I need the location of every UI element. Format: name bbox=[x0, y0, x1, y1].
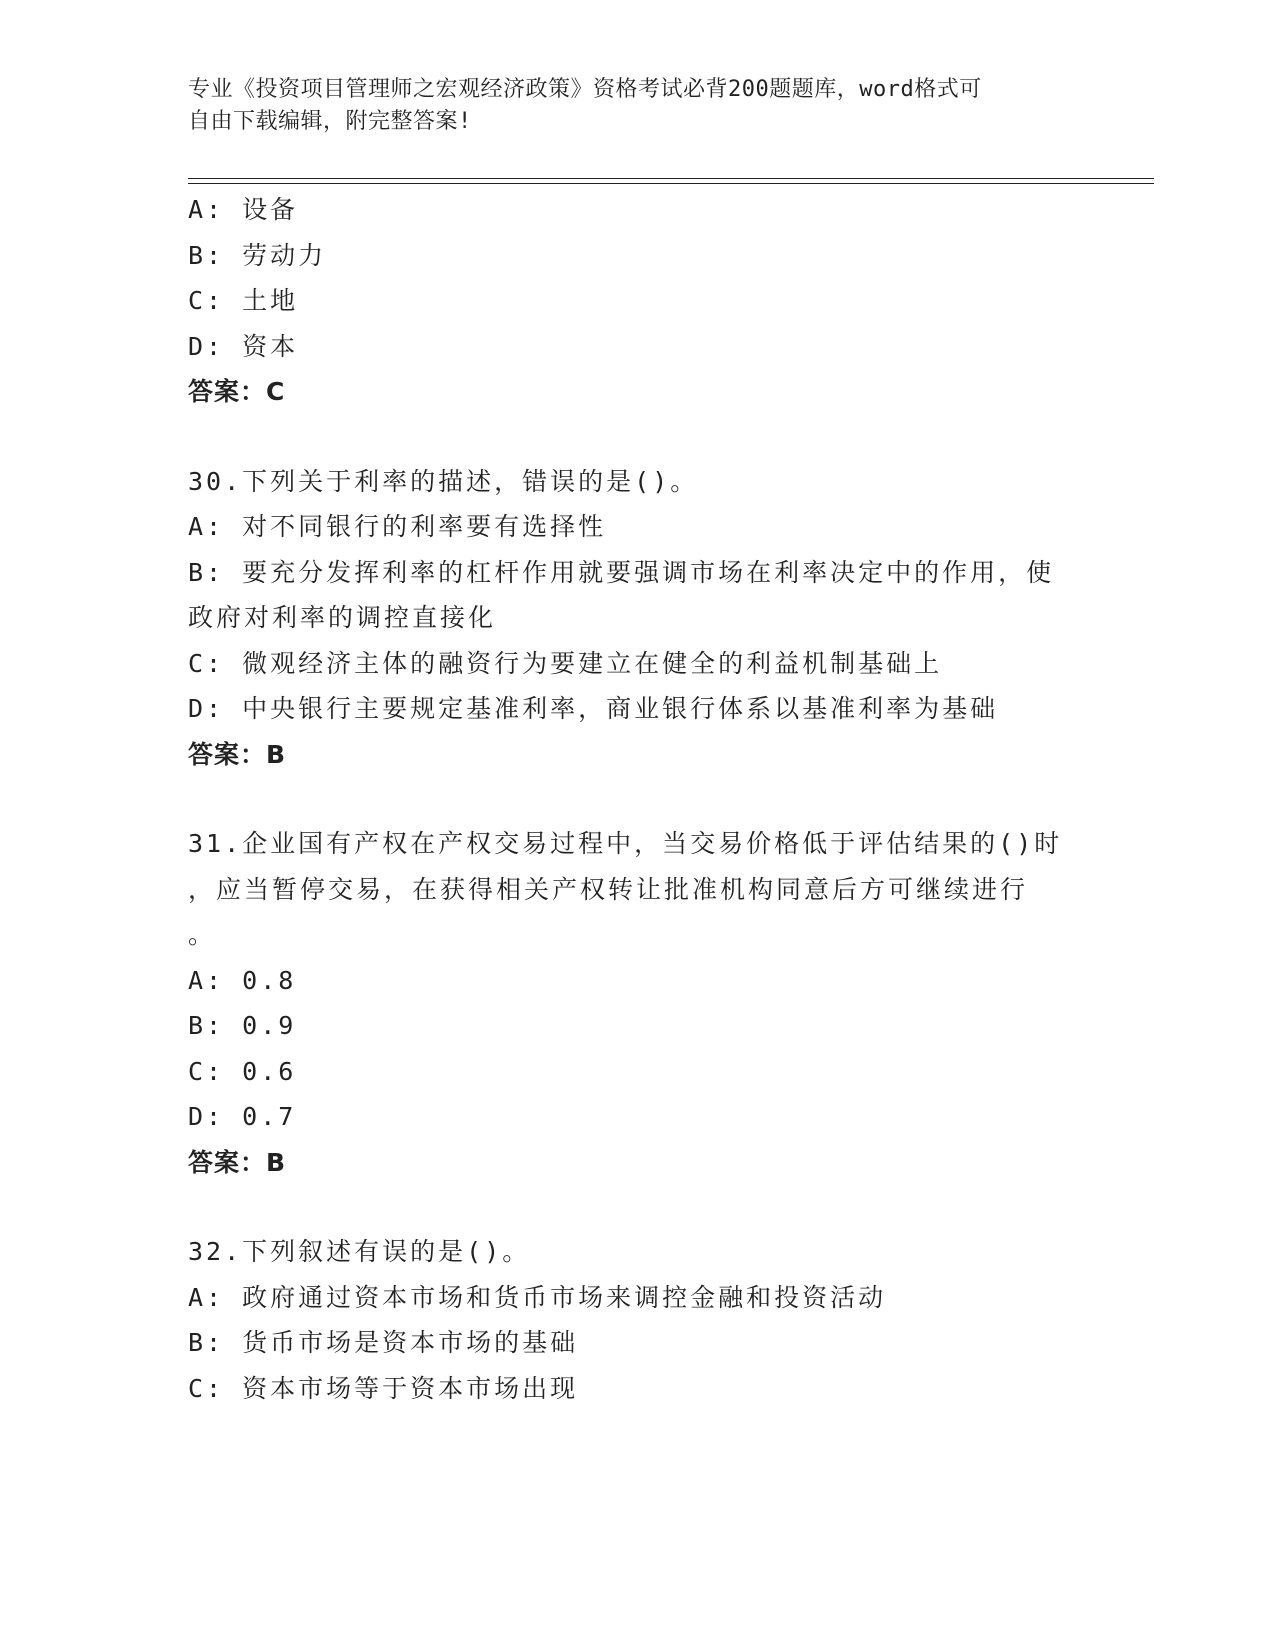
option-d: D: 中央银行主要规定基准利率，商业银行体系以基准利率为基础 bbox=[188, 694, 999, 723]
option-a: A: 对不同银行的利率要有选择性 bbox=[188, 512, 607, 541]
option-a: A: 0.8 bbox=[188, 965, 297, 995]
option-a: A: 设备 bbox=[188, 195, 299, 224]
option-b: B: 0.9 bbox=[188, 1011, 297, 1040]
question-31 bbox=[188, 821, 1118, 1185]
question-32 bbox=[188, 1229, 1118, 1411]
spacer bbox=[188, 415, 1118, 459]
option-d: D: 资本 bbox=[188, 331, 299, 361]
question-30 bbox=[188, 459, 1118, 778]
header-title-line-1: 专业《投资项目管理师之宏观经济政策》资格考试必背200题题库，word格式可 bbox=[188, 77, 982, 102]
option-a: A: 政府通过资本市场和货币市场来调控金融和投资活动 bbox=[188, 1282, 887, 1312]
option-d: D: 0.7 bbox=[188, 1102, 297, 1131]
question-text-line-2: ，应当暂停交易，在获得相关产权转让批准机构同意后方可继续进行 bbox=[188, 874, 1029, 904]
answer-line: 答案：B bbox=[188, 739, 287, 769]
question-list bbox=[188, 187, 1118, 1411]
option-b: B: 货币市场是资本市场的基础 bbox=[188, 1328, 579, 1357]
question-text-line-3: 。 bbox=[188, 920, 217, 949]
option-b: B: 要充分发挥利率的杠杆作用就要强调市场在利率决定中的作用，使 bbox=[188, 557, 1055, 587]
spacer bbox=[188, 1185, 1118, 1229]
question-text: 30.下列关于利率的描述，错误的是()。 bbox=[188, 466, 699, 496]
option-c: C: 0.6 bbox=[188, 1056, 297, 1086]
answer-line: 答案：C bbox=[188, 377, 286, 406]
option-c: C: 资本市场等于资本市场出现 bbox=[188, 1373, 579, 1403]
option-c: C: 微观经济主体的融资行为要建立在健全的利益机制基础上 bbox=[188, 648, 943, 678]
option-b: B: 劳动力 bbox=[188, 240, 327, 270]
header-double-rule bbox=[188, 178, 1154, 184]
question-text-line-1: 31.企业国有产权在产权交易过程中，当交易价格低于评估结果的()时 bbox=[188, 829, 1063, 858]
option-b-continued: 政府对利率的调控直接化 bbox=[188, 603, 497, 632]
header-title-line-2: 自由下载编辑，附完整答案! bbox=[188, 109, 472, 134]
option-c: C: 土地 bbox=[188, 286, 299, 315]
question-29 bbox=[188, 187, 1118, 415]
spacer bbox=[188, 777, 1118, 821]
answer-line: 答案：B bbox=[188, 1147, 287, 1177]
question-text: 32.下列叙述有误的是()。 bbox=[188, 1237, 531, 1266]
document-header bbox=[188, 74, 1068, 138]
